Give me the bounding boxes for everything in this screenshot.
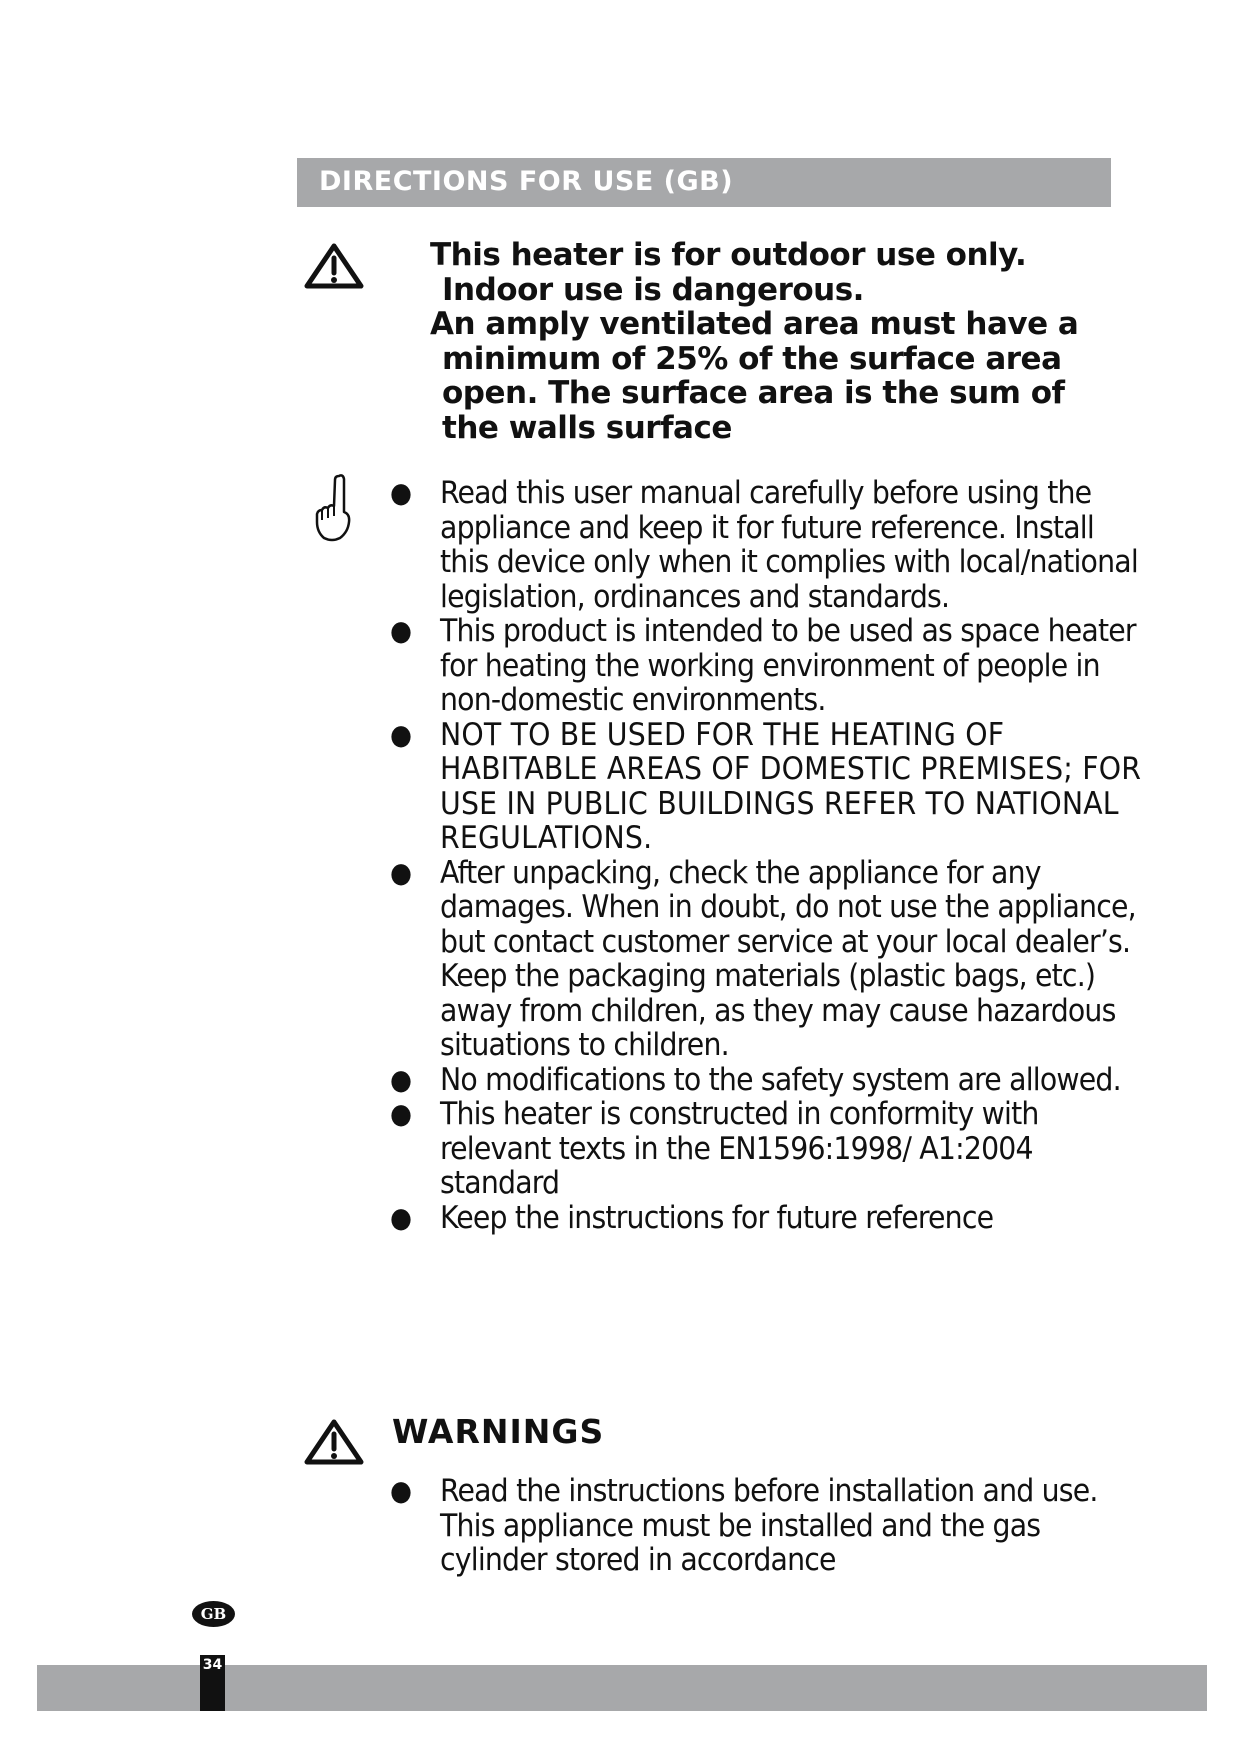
language-badge: GB xyxy=(192,1601,235,1627)
warnings-bullet-list xyxy=(388,1474,1148,1578)
pointing-finger-icon xyxy=(312,472,356,544)
list-item: ● This heater is constructed in conformity with relevant texts in the EN1596:1998/ A1:2004 standard xyxy=(390,1096,1039,1201)
outdoor-use-warning xyxy=(430,238,1130,445)
list-item: ● No modifications to the safety system are allowed. xyxy=(390,1061,1121,1098)
warning-triangle-icon xyxy=(303,242,365,290)
bullet-icon: ● xyxy=(390,1097,412,1130)
section-title: DIRECTIONS FOR USE (GB) xyxy=(319,166,734,197)
warning-triangle-icon xyxy=(303,1418,365,1466)
list-item: ● Read this user manual carefully before using the appliance and keep it for future reference. Install this device only when it complies with local/national legislation, ordinances and standards. xyxy=(390,475,1138,615)
bullet-icon: ● xyxy=(390,1474,412,1507)
page-number: 34 xyxy=(200,1655,225,1711)
bullet-icon: ● xyxy=(390,1200,412,1234)
safety-bullet-list xyxy=(388,476,1148,1235)
outdoor-warning-paragraph: This heater is for outdoor use only. Indoor use is dangerous. xyxy=(430,237,1027,308)
section-header-bar xyxy=(297,158,1111,207)
list-item: ● Read the instructions before installation and use. This appliance must be installed and the gas cylinder stored in accordance xyxy=(390,1473,1098,1578)
warnings-heading: WARNINGS xyxy=(392,1412,605,1451)
list-item: ● This product is intended to be used as space heater for heating the working environment of people in non-domestic environments. xyxy=(390,613,1136,718)
list-item: ● After unpacking, check the appliance for any damages. When in doubt, do not use the appliance, but contact customer service at your local dealer’s. Keep the packaging materials (plastic bags, etc.) away from children, as they may cause hazardous situations to children. xyxy=(390,854,1136,1063)
bullet-icon: ● xyxy=(390,855,412,889)
bullet-icon: ● xyxy=(390,614,412,647)
list-item: ● NOT TO BE USED FOR THE HEATING OF HABITABLE AREAS OF DOMESTIC PREMISES; FOR USE IN PUBLIC BUILDINGS REFER TO NATIONAL REGULATIONS. xyxy=(390,716,1142,856)
bullet-icon: ● xyxy=(390,1062,412,1096)
bullet-icon: ● xyxy=(390,717,413,751)
bullet-icon: ● xyxy=(390,476,412,509)
ventilation-paragraph: An amply ventilated area must have a minimum of 25% of the surface area open. The surface area is the sum of the walls surface xyxy=(430,306,1079,446)
list-item: ● Keep the instructions for future reference xyxy=(390,1199,994,1236)
